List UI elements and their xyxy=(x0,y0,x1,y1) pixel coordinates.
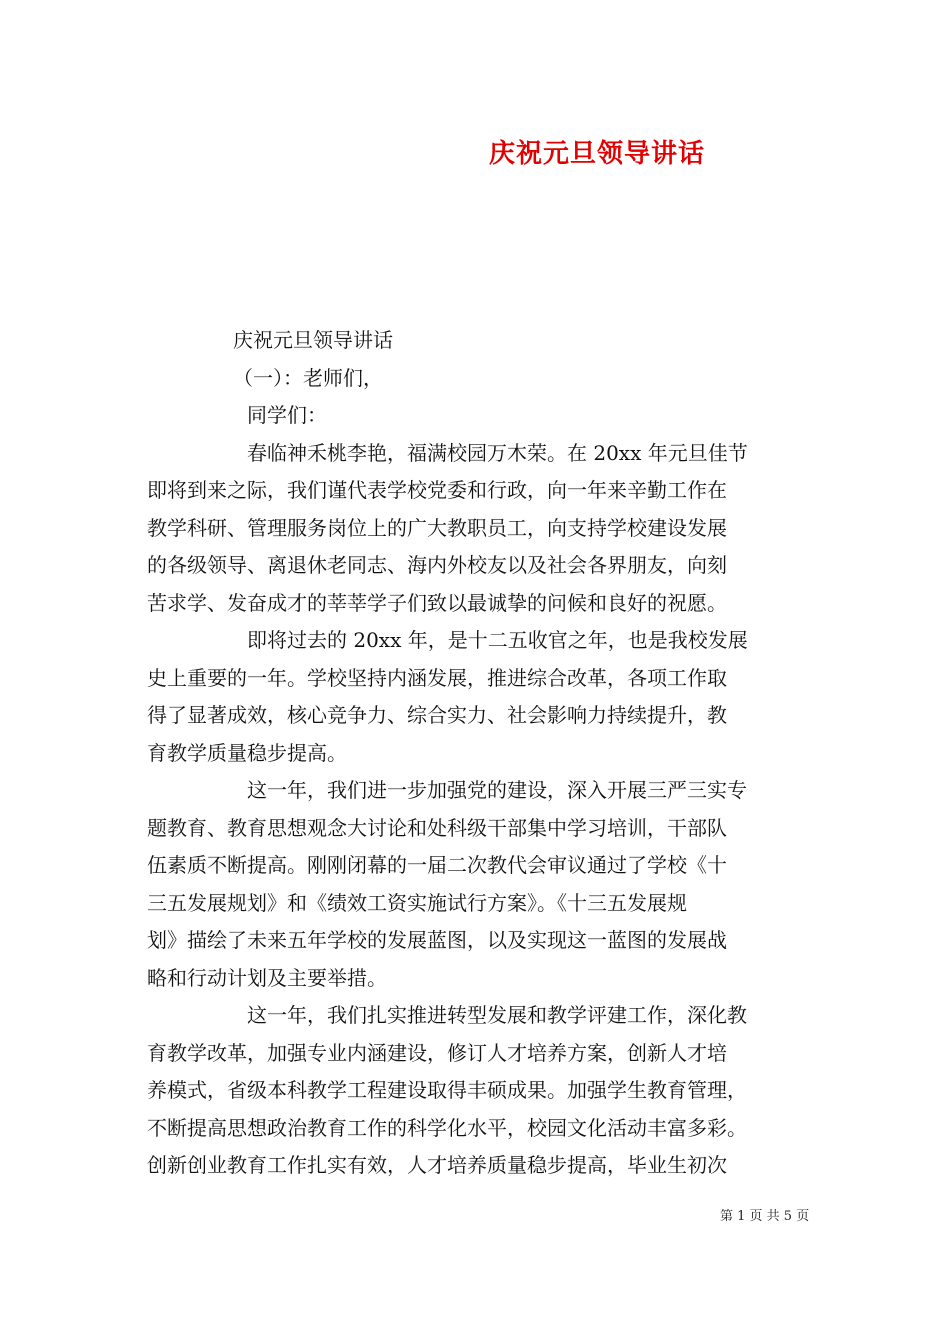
body-line: 划》描绘了未来五年学校的发展蓝图，以及实现这一蓝图的发展战 xyxy=(147,928,727,952)
document-body xyxy=(147,322,809,1185)
document-title: 庆祝元旦领导讲话 xyxy=(489,139,706,169)
body-line: 即将到来之际，我们谨代表学校党委和行政，向一年来辛勤工作在 xyxy=(147,478,727,502)
body-line: 史上重要的一年。学校坚持内涵发展，推进综合改革，各项工作取 xyxy=(147,665,727,690)
body-line: 题教育、教育思想观念大讨论和处科级干部集中学习培训，干部队 xyxy=(147,815,727,840)
body-line: 的各级领导、离退休老同志、海内外校友以及社会各界朋友，向刻 xyxy=(147,553,727,577)
body-line: 育教学改革，加强专业内涵建设，修订人才培养方案，创新人才培 xyxy=(147,1040,727,1065)
body-line: 这一年，我们进一步加强党的建设，深入开展三严三实专 xyxy=(247,778,747,802)
body-line: 育教学质量稳步提高。 xyxy=(147,740,347,765)
body-line: 伍素质不断提高。刚刚闭幕的一届二次教代会审议通过了学校《十 xyxy=(147,853,727,877)
body-line: 苦求学、发奋成才的莘莘学子们致以最诚挚的问候和良好的祝愿。 xyxy=(147,590,727,615)
body-line: 三五发展规划》和《绩效工资实施试行方案》。《十三五发展规 xyxy=(147,890,687,915)
body-line: 春临神禾桃李艳，福满校园万木荣。在 20xx 年元旦佳节 xyxy=(247,440,748,465)
body-line: 即将过去的 20xx 年，是十二五收官之年，也是我校发展 xyxy=(247,628,748,652)
body-line: 得了显著成效，核心竞争力、综合实力、社会影响力持续提升，教 xyxy=(147,703,727,727)
body-line: 养模式，省级本科教学工程建设取得丰硕成果。加强学生教育管理， xyxy=(147,1078,747,1102)
page-number-footer: 第 1 页 共 5 页 xyxy=(720,1209,810,1224)
body-heading: 庆祝元旦领导讲话 xyxy=(233,328,393,352)
body-line: 这一年，我们扎实推进转型发展和教学评建工作，深化教 xyxy=(247,1003,747,1027)
body-line: 教学科研、管理服务岗位上的广大教职员工，向支持学校建设发展 xyxy=(147,515,727,540)
salutation-teachers: （一）：老师们， xyxy=(233,365,383,390)
salutation-students: 同学们： xyxy=(247,403,327,427)
body-line: 创新创业教育工作扎实有效，人才培养质量稳步提高，毕业生初次 xyxy=(147,1153,727,1177)
body-line: 略和行动计划及主要举措。 xyxy=(147,965,387,990)
body-line: 不断提高思想政治教育工作的科学化水平，校园文化活动丰富多彩。 xyxy=(147,1115,747,1140)
